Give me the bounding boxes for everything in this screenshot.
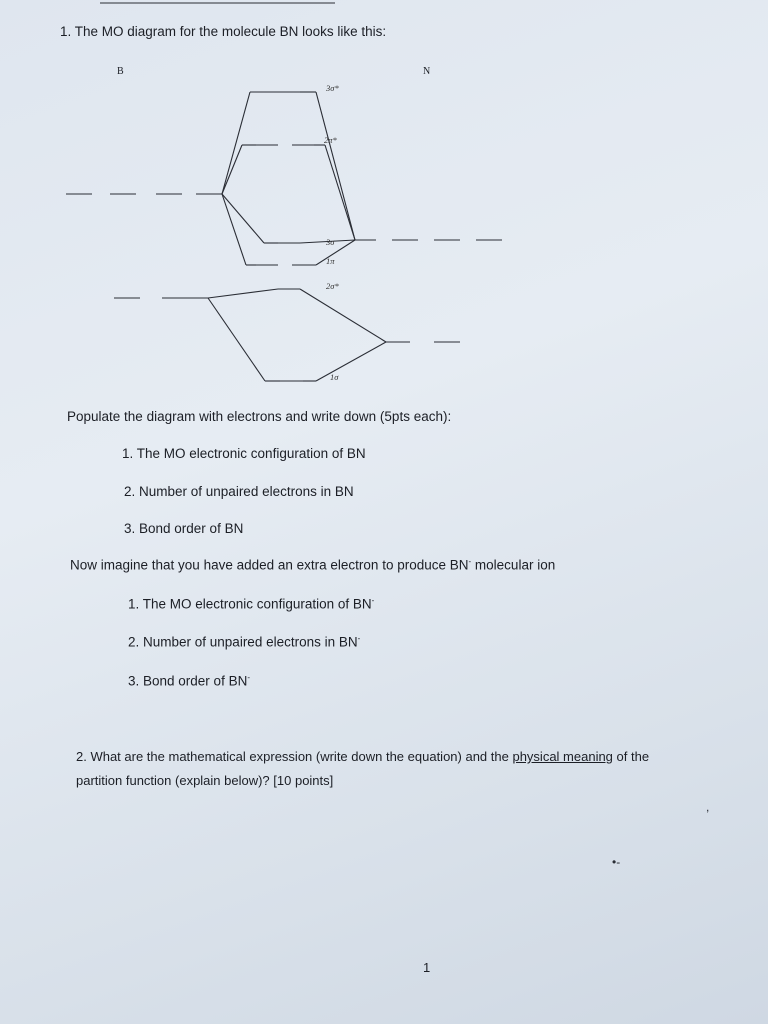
mo-label-1pi: 1π <box>326 256 335 266</box>
imagine-tail: molecular ion <box>471 557 556 573</box>
part1-item-3: 3. Bond order of BN <box>124 521 244 536</box>
atom-label-b: B <box>117 66 124 77</box>
mo-label-2sigma-star: 2σ* <box>326 281 339 291</box>
part2-item-2-sup: - <box>357 634 361 643</box>
part2-item-3-text: 3. Bond order of BN <box>128 673 248 689</box>
part2-item-1-text: 1. The MO electronic configuration of BN <box>128 596 372 612</box>
mo-diagram <box>0 0 768 400</box>
question-1-intro: 1. The MO diagram for the molecule BN looks like this: <box>60 24 387 39</box>
pen-mark-icon: •- <box>612 855 621 869</box>
part2-item-1 <box>128 596 374 612</box>
question-2-line-1 <box>76 749 649 764</box>
part1-item-1: 1. The MO electronic configuration of BN <box>122 446 366 461</box>
mo-label-1sigma: 1σ <box>330 372 339 382</box>
q2-line1-end: of the <box>612 749 650 764</box>
part2-item-1-sup: - <box>371 596 375 605</box>
part2-item-2 <box>128 634 360 650</box>
imagine-instruction <box>70 557 555 573</box>
part2-item-3 <box>128 673 250 689</box>
page-number: 1 <box>423 960 431 975</box>
question-2-line-2: partition function (explain below)? [10 points] <box>76 773 334 788</box>
imagine-text: Now imagine that you have added an extra electron to produce BN <box>70 557 469 573</box>
q2-physical-meaning: physical meaning <box>512 749 613 764</box>
part2-item-3-sup: - <box>247 673 250 682</box>
mo-label-3sigma-star: 3σ* <box>326 83 339 93</box>
q2-line1-start: 2. What are the mathematical expression (write down the equation) and the <box>76 749 513 764</box>
part1-item-2: 2. Number of unpaired electrons in BN <box>124 484 354 499</box>
pen-mark-icon: , <box>706 800 710 814</box>
populate-instruction: Populate the diagram with electrons and write down (5pts each): <box>67 409 452 424</box>
mo-label-3sigma: 3σ <box>326 237 335 247</box>
imagine-superscript: - <box>468 557 472 566</box>
atom-label-n: N <box>423 66 431 77</box>
part2-item-2-text: 2. Number of unpaired electrons in BN <box>128 634 358 650</box>
mo-label-2pi-star: 2π* <box>324 135 337 145</box>
